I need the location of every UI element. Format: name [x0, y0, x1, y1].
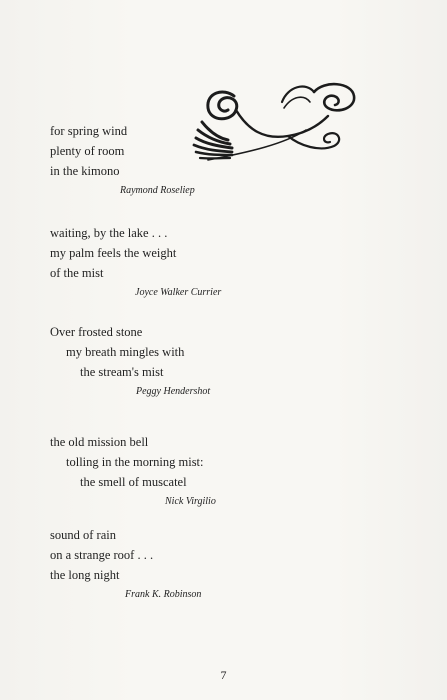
- poem-line: the old mission bell: [50, 435, 149, 449]
- poem-line: my palm feels the weight: [50, 246, 177, 260]
- poem-line: Over frosted stone: [50, 325, 143, 339]
- poem-line: plenty of room: [50, 144, 125, 158]
- poem-line: on a strange roof . . .: [50, 548, 154, 562]
- poem-author: Frank K. Robinson: [125, 589, 202, 600]
- poem-line: sound of rain: [50, 528, 116, 542]
- poem-line: the long night: [50, 568, 120, 582]
- haiku-5: [50, 525, 410, 602]
- poem-line: in the kimono: [50, 164, 120, 178]
- haiku-4: [50, 432, 410, 509]
- poem-line: of the mist: [50, 266, 104, 280]
- page-number: 7: [220, 668, 227, 682]
- poem-line: the smell of muscatel: [80, 475, 187, 489]
- poem-line: tolling in the morning mist:: [66, 455, 204, 469]
- poem-author: Joyce Walker Currier: [135, 287, 222, 298]
- haiku-1: [50, 121, 410, 198]
- poem-author: Peggy Hendershot: [136, 386, 211, 397]
- poem-line: the stream's mist: [80, 365, 164, 379]
- poem-line: waiting, by the lake . . .: [50, 226, 168, 240]
- poem-line: my breath mingles with: [66, 345, 185, 359]
- poem-line: for spring wind: [50, 124, 128, 138]
- haiku-3: [50, 322, 410, 399]
- poem-author: Raymond Roseliep: [120, 185, 195, 196]
- poem-author: Nick Virgilio: [165, 496, 216, 507]
- haiku-2: [50, 223, 410, 300]
